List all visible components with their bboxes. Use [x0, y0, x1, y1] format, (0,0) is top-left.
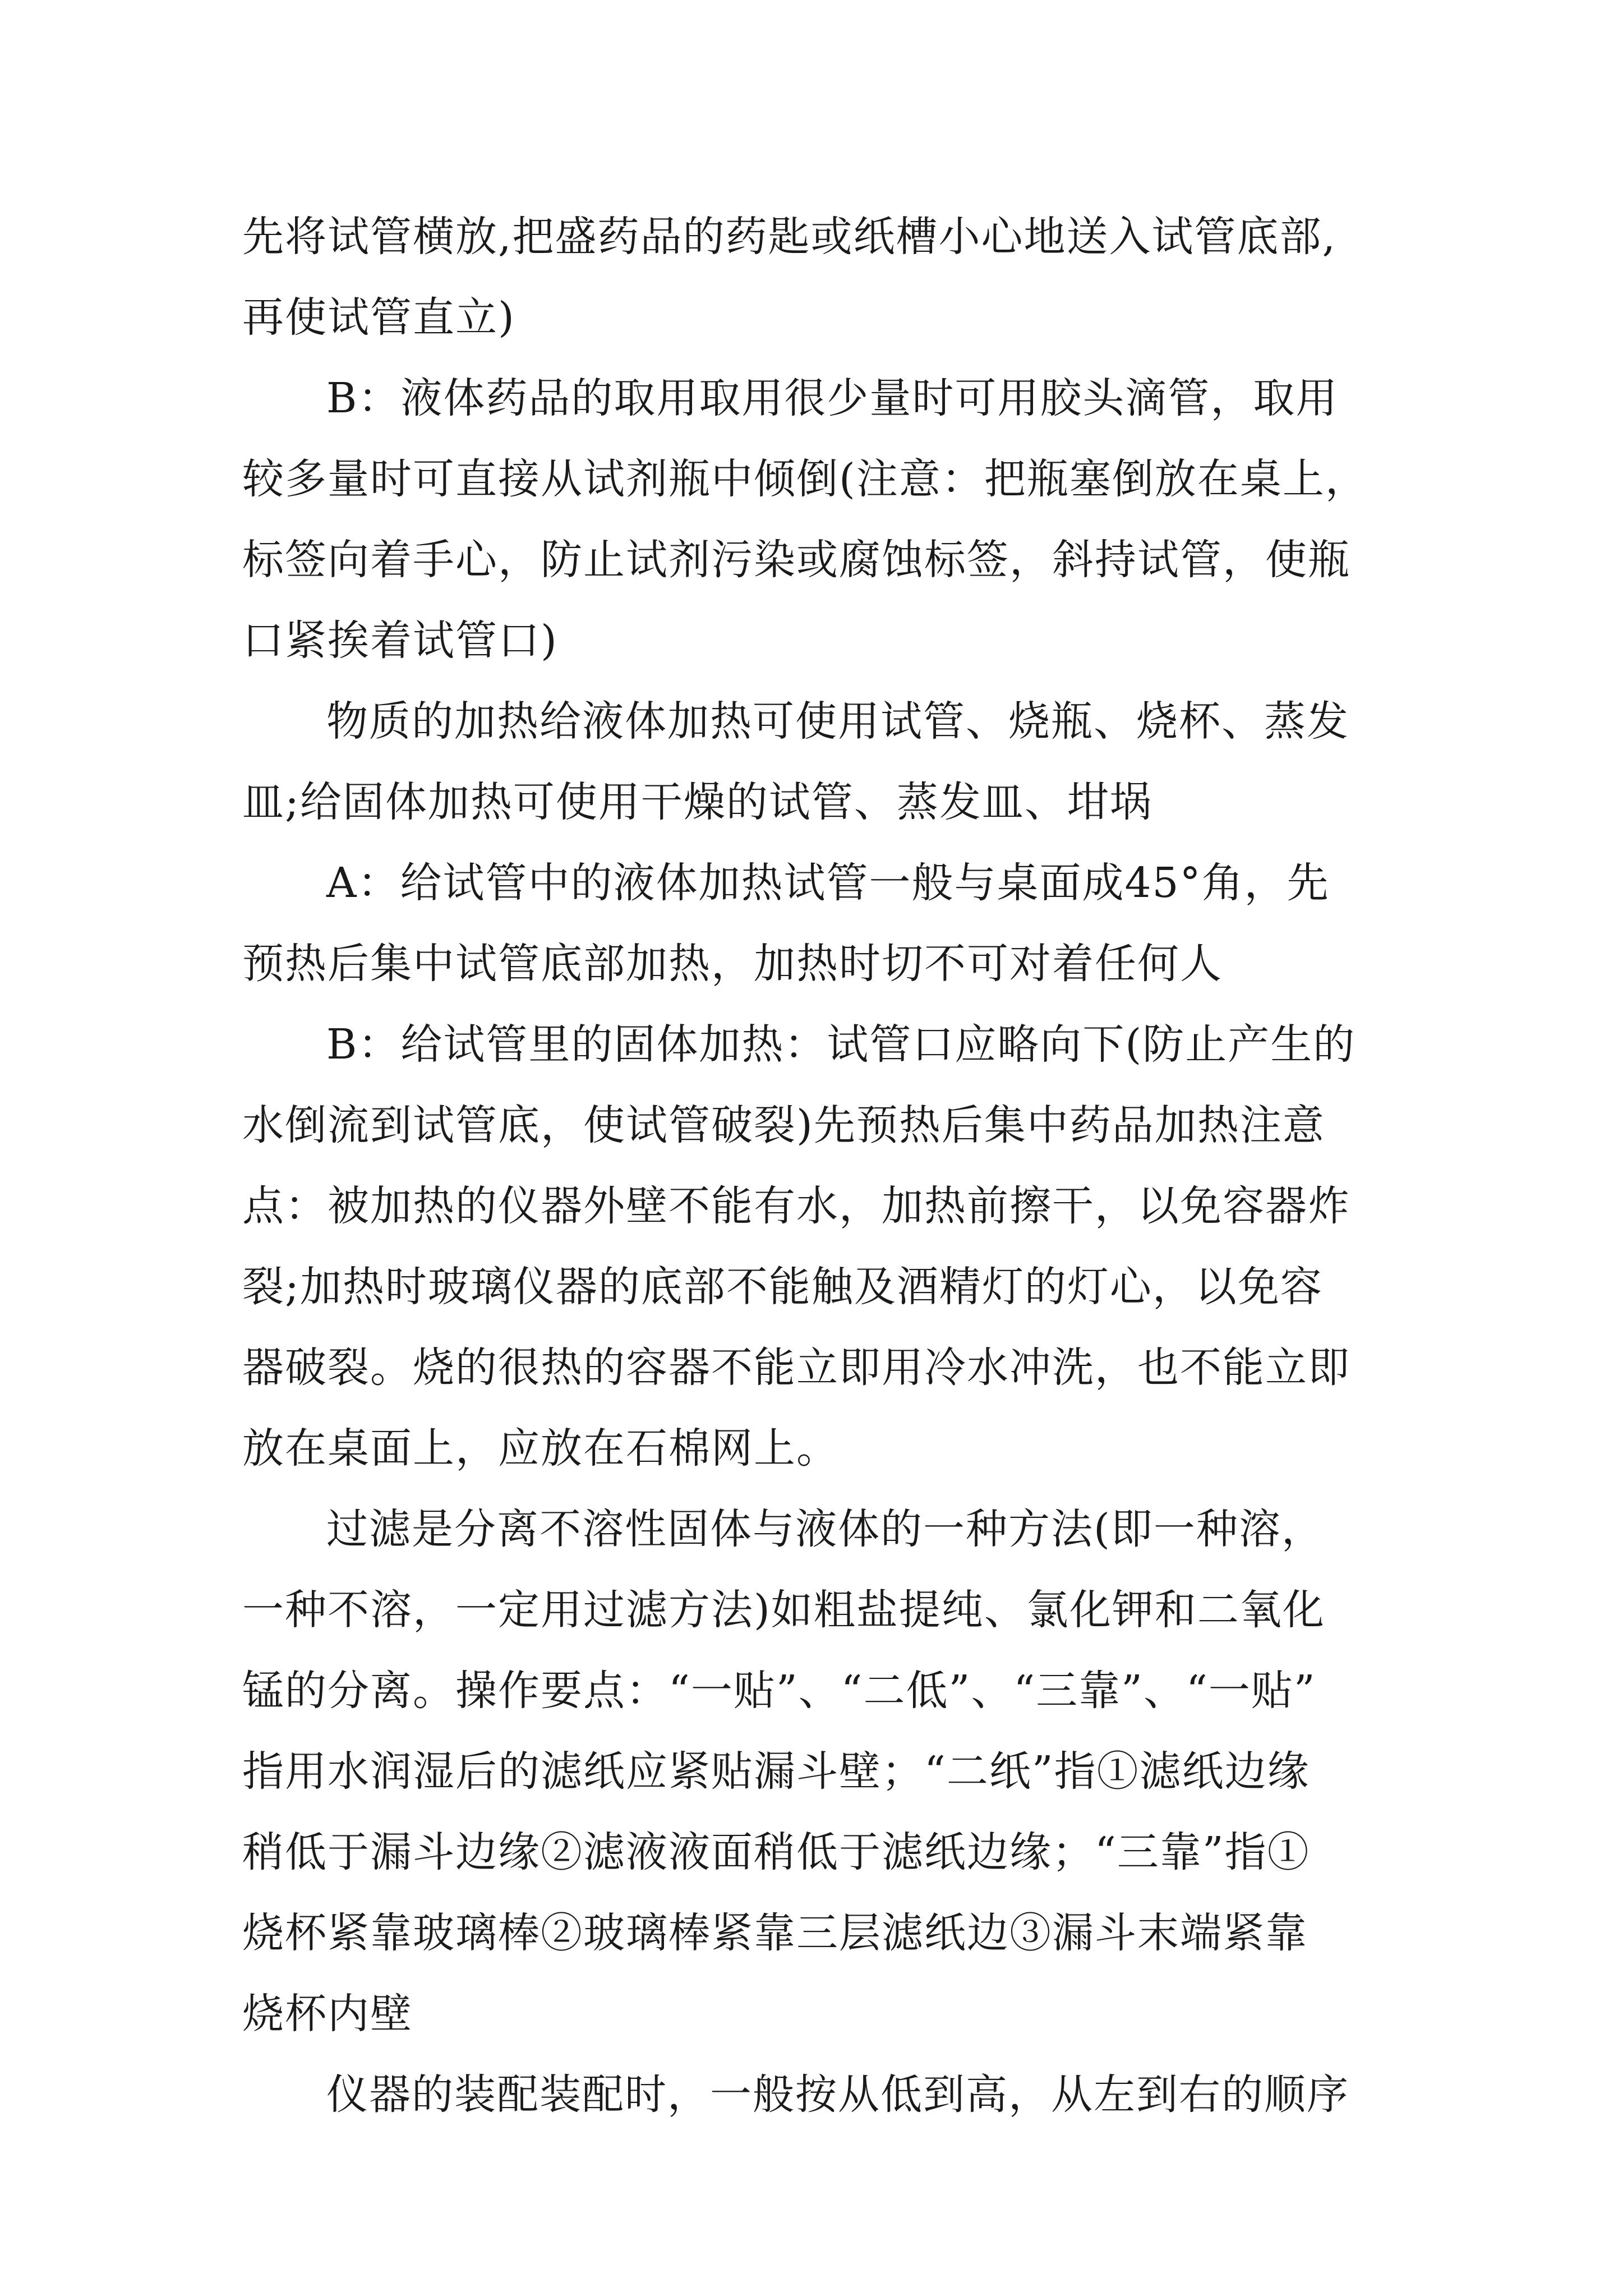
- text-line: 标签向着手心，防止试剂污染或腐蚀标签，斜持试管，使瓶: [242, 536, 1350, 584]
- text-line: 烧杯内壁: [242, 1990, 413, 2038]
- text-line: 裂;加热时玻璃仪器的底部不能触及酒精灯的灯心，以免容: [242, 1263, 1323, 1311]
- text-line: 器破裂。烧的很热的容器不能立即用冷水冲洗，也不能立即: [242, 1343, 1350, 1392]
- paragraph-start-line: A：给试管中的液体加热试管一般与桌面成45°角，先: [326, 859, 1330, 907]
- text-line: 水倒流到试管底，使试管破裂)先预热后集中药品加热注意: [242, 1101, 1325, 1149]
- paragraph-start-line: B：液体药品的取用取用很少量时可用胶头滴管，取用: [326, 374, 1339, 422]
- text-line: 稍低于漏斗边缘②滤液液面稍低于滤纸边缘；“三靠”指①: [242, 1828, 1310, 1876]
- text-line: 再使试管直立): [242, 293, 515, 342]
- paragraph-start-line: 物质的加热给液体加热可使用试管、烧瓶、烧杯、蒸发: [326, 697, 1349, 746]
- text-line: 一种不溶，一定用过滤方法)如粗盐提纯、氯化钾和二氧化: [242, 1586, 1325, 1634]
- text-line: 指用水润湿后的滤纸应紧贴漏斗壁；“二纸”指①滤纸边缘: [242, 1747, 1310, 1796]
- text-line: 点：被加热的仪器外壁不能有水，加热前擦干，以免容器炸: [242, 1182, 1350, 1230]
- paragraph-start-line: B：给试管里的固体加热：试管口应略向下(防止产生的: [326, 1020, 1356, 1069]
- paragraph-start-line: 仪器的装配装配时，一般按从低到高，从左到右的顺序: [326, 2070, 1349, 2119]
- paragraph-start-line: 过滤是分离不溶性固体与液体的一种方法(即一种溶，: [326, 1505, 1324, 1553]
- body-text: [242, 196, 1386, 2135]
- text-line: 预热后集中试管底部加热，加热时切不可对着任何人: [242, 940, 1223, 988]
- text-line: 烧杯紧靠玻璃棒②玻璃棒紧靠三层滤纸边③漏斗末端紧靠: [242, 1909, 1308, 1957]
- text-line: 口紧挨着试管口): [242, 616, 558, 665]
- text-line: 较多量时可直接从试剂瓶中倾倒(注意：把瓶塞倒放在桌上，: [242, 455, 1368, 503]
- text-line: 先将试管横放,把盛药品的药匙或纸槽小心地送入试管底部,: [242, 213, 1337, 261]
- text-line: 放在桌面上，应放在石棉网上。: [242, 1424, 839, 1473]
- text-line: 锰的分离。操作要点：“一贴”、“二低”、“三靠”、“一贴”: [242, 1667, 1316, 1715]
- text-line: 皿;给固体加热可使用干燥的试管、蒸发皿、坩埚: [242, 778, 1152, 826]
